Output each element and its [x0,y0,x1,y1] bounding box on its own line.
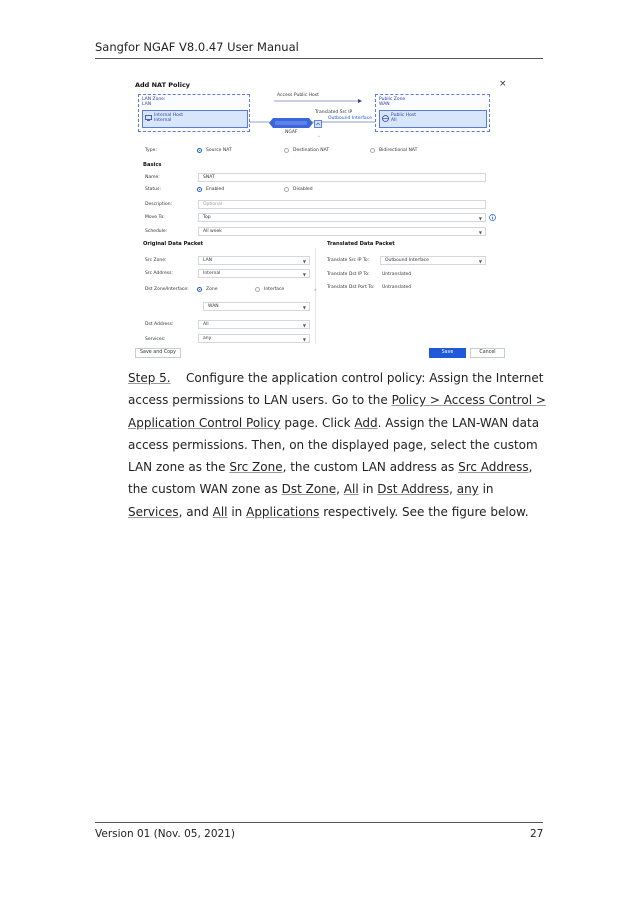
status-disabled-radio[interactable] [284,187,289,192]
save-button[interactable]: Save [429,348,466,358]
dst-address-select[interactable]: All ▼ [198,320,310,329]
ngaf-device-icon [267,115,315,131]
services-select[interactable]: any ▼ [198,334,310,343]
name-input[interactable]: SNAT [198,173,486,182]
move-to-select[interactable]: Top ▼ [198,213,486,222]
src-zone-select[interactable]: LAN ▼ [198,256,310,265]
description-input[interactable]: Optional [198,200,486,209]
chevron-down-icon: ▼ [478,259,482,264]
monitor-icon [145,115,152,121]
chevron-down-icon: ▼ [478,230,482,235]
dst-interface-radio[interactable] [255,287,260,292]
footer-rule [95,822,543,823]
type-source-nat-radio[interactable] [197,148,202,153]
access-public-host-label: Access Public Host [277,93,319,98]
schedule-select[interactable]: All week ▼ [198,227,486,236]
header-rule [95,58,543,59]
chevron-down-icon: ▼ [302,272,306,277]
chevron-down-icon: ▼ [302,323,306,328]
ngaf-label: NGAF [285,130,298,135]
cancel-button[interactable]: Cancel [470,348,505,358]
type-destination-nat-radio[interactable] [284,148,289,153]
dialog-title: Add NAT Policy [135,81,191,89]
basics-heading: Basics [143,162,162,168]
info-icon[interactable] [489,214,496,221]
close-icon[interactable]: × [499,79,507,89]
translated-packet-heading: Translated Data Packet [327,241,395,247]
translate-dst-port-value: Untranslated [382,285,412,290]
chevron-down-icon: ▼ [302,305,306,310]
step-label: Step 5. [128,371,171,385]
translate-src-ip-select[interactable]: Outbound Interface ▼ [380,256,486,265]
panel-divider [315,248,316,343]
document-header: Sangfor NGAF V8.0.47 User Manual [95,40,299,54]
chevron-down-icon: ▼ [302,337,306,342]
chevron-down-icon: ▼ [302,259,306,264]
dst-zone-radio[interactable] [197,287,202,292]
collapse-chevron-icon[interactable]: ^ [317,136,321,141]
translate-dst-ip-value: Untranslated [382,272,412,277]
public-zone-box: Public Zone WAN Public Host All [375,94,490,132]
src-address-select[interactable]: Internal ▼ [198,269,310,278]
lan-zone-box: LAN Zone: LAN Internal Host Internal [138,94,250,132]
type-label: Type: [145,148,157,153]
save-and-copy-button[interactable]: Save and Copy [135,348,181,358]
internal-host-box[interactable]: Internal Host Internal [142,110,248,128]
type-bidirectional-nat-radio[interactable] [370,148,375,153]
public-host-box[interactable]: Public Host All [379,110,487,128]
interface-icon [314,120,322,128]
outbound-interface-label: Outbound Interface [328,116,372,121]
add-nat-policy-dialog: Add NAT Policy × LAN Zone: LAN Internal Host Internal Access Public Host Translated Src IP Outbound Interface NGAF ^ Public Zone WAN Public Host All Type: Source NAT Destination NAT Bidirectional NAT Basics Name: SNAT Status: Enabled Disabled Description: Optional Move To: Top ▼ Schedule: All week ▼ Original Data Packet Translated Data Packet » Src Zone: LAN ▼ Src Address: Internal ▼ Dst Zone/Interface: Zone Interface WAN ▼ Dst Address: All ▼ Services: any ▼ Translate Src IP To: Outbound Interface ▼ Translate Dst IP To: Untranslated Translate Dst Port To: Untranslated Save and Copy Save Cancel [127,76,513,362]
dst-zone-select[interactable]: WAN ▼ [203,302,310,311]
expand-chevron-icon[interactable]: » [314,288,317,293]
status-enabled-radio[interactable] [197,187,202,192]
page-number: 27 [530,828,544,840]
translated-src-ip-label: Translated Src IP [315,110,353,115]
chevron-down-icon: ▼ [478,216,482,221]
footer-version: Version 01 (Nov. 05, 2021) [95,828,235,840]
original-packet-heading: Original Data Packet [143,241,204,247]
step-5-paragraph: Step 5. Configure the application control policy: Assign the Internet access permissions to LAN users. Go to the Policy > Access Control > Application Control Policy page. Click Add. Assign the LAN-WAN data access permissions. Then, on the displayed page, select the custom LAN zone as the Src Zone, the custom LAN address as Src Address, the custom WAN zone as Dst Zone, All in Dst Address, any in Services, and All in Applications respectively. See the figure below. [128,367,548,523]
globe-icon [382,115,389,122]
